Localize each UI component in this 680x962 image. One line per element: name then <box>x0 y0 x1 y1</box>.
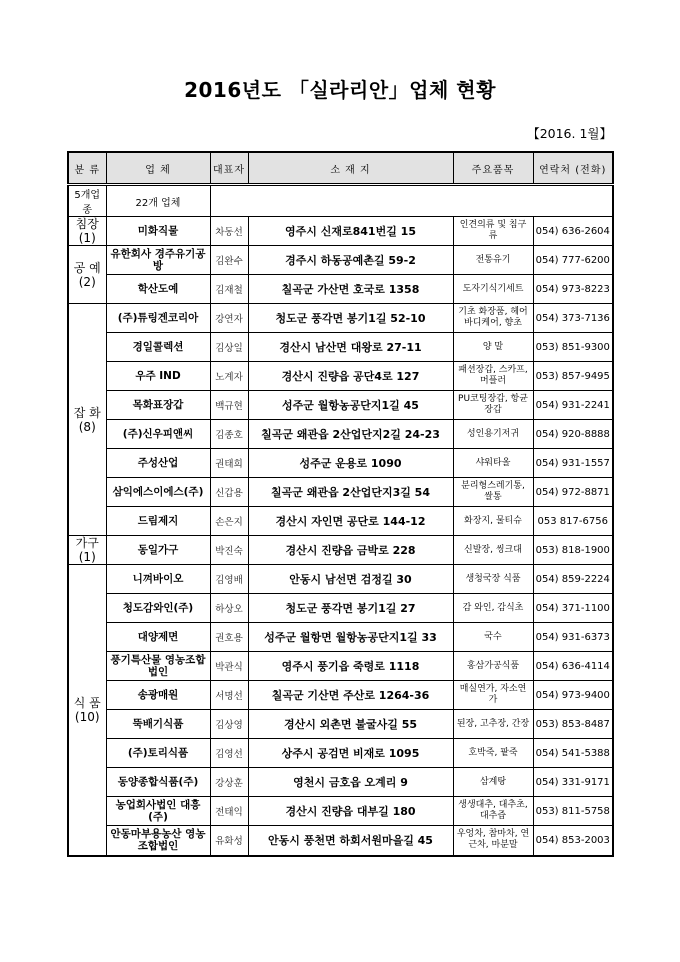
main-products: 성인용기저귀 <box>453 420 533 449</box>
table-row <box>68 739 613 768</box>
phone-number: 054) 931-1557 <box>533 449 613 478</box>
category-count: (10) <box>74 709 100 724</box>
representative: 백규현 <box>210 391 248 420</box>
category-cell <box>68 246 106 304</box>
category-name: 잡 화 <box>73 405 101 420</box>
main-products: 신발장, 씽크대 <box>453 536 533 565</box>
header-representative: 대표자 <box>210 152 248 185</box>
address: 경산시 진량읍 대부길 180 <box>248 797 453 826</box>
representative: 권호용 <box>210 623 248 652</box>
category-name: 가구 <box>75 536 99 550</box>
address: 영천시 금호읍 오계리 9 <box>248 768 453 797</box>
main-products: 생청국장 식품 <box>453 565 533 594</box>
header-company: 업 체 <box>106 152 210 185</box>
representative: 김재철 <box>210 275 248 304</box>
table-row <box>68 217 613 246</box>
company-name: 경일콜렉션 <box>106 333 210 362</box>
address: 칠곡군 기산면 주산로 1264-36 <box>248 681 453 710</box>
representative: 김영배 <box>210 565 248 594</box>
company-name: (주)토리식품 <box>106 739 210 768</box>
main-products: 도자기식기세트 <box>453 275 533 304</box>
phone-number: 054) 972-8871 <box>533 478 613 507</box>
main-products: 국수 <box>453 623 533 652</box>
phone-number: 054) 973-9400 <box>533 681 613 710</box>
company-name: 드림제지 <box>106 507 210 536</box>
company-name: (주)튜링겐코리아 <box>106 304 210 333</box>
category-count: (8) <box>78 419 96 434</box>
company-name: 동양종합식품(주) <box>106 768 210 797</box>
phone-number: 054) 859-2224 <box>533 565 613 594</box>
phone-number: 054) 636-4114 <box>533 652 613 681</box>
main-products: 기초 화장품, 헤어바디케어, 향초 <box>453 304 533 333</box>
table-header-row <box>68 152 613 185</box>
address: 칠곡군 가산면 호국로 1358 <box>248 275 453 304</box>
document-date: 【2016. 1월】 <box>527 126 612 141</box>
phone-number: 054) 920-8888 <box>533 420 613 449</box>
address: 경산시 진량읍 금박로 228 <box>248 536 453 565</box>
category-count: (2) <box>78 274 96 289</box>
address: 청도군 풍각면 봉기1길 52-10 <box>248 304 453 333</box>
summary-company-count: 22개 업체 <box>106 185 210 217</box>
category-count: (1) <box>78 550 96 564</box>
main-products: PU코팅장갑, 항균장갑 <box>453 391 533 420</box>
address: 경산시 자인면 공단로 144-12 <box>248 507 453 536</box>
phone-number: 054) 371-1100 <box>533 594 613 623</box>
address: 경산시 남산면 대왕로 27-11 <box>248 333 453 362</box>
table-row <box>68 362 613 391</box>
table-row <box>68 449 613 478</box>
company-name: 동일가구 <box>106 536 210 565</box>
company-table <box>67 151 614 857</box>
table-row <box>68 710 613 739</box>
company-name: 니껴바이오 <box>106 565 210 594</box>
address: 경주시 하동공예촌길 59-2 <box>248 246 453 275</box>
summary-row <box>68 185 613 217</box>
representative: 신갑용 <box>210 478 248 507</box>
document-title: 2016년도 「실라리안」업체 현황 <box>184 78 496 102</box>
table-row <box>68 594 613 623</box>
address: 경산시 진량읍 공단4로 127 <box>248 362 453 391</box>
main-products: 양 말 <box>453 333 533 362</box>
header-category: 분 류 <box>68 152 106 185</box>
phone-number: 054) 331-9171 <box>533 768 613 797</box>
phone-number: 053) 853-8487 <box>533 710 613 739</box>
representative: 전태익 <box>210 797 248 826</box>
main-products: 감 와인, 감식초 <box>453 594 533 623</box>
company-name: 대양제면 <box>106 623 210 652</box>
address: 영주시 풍기읍 죽령로 1118 <box>248 652 453 681</box>
company-name: (주)신우피앤씨 <box>106 420 210 449</box>
main-products: 패션장갑, 스카프, 머플러 <box>453 362 533 391</box>
header-products: 주요품목 <box>453 152 533 185</box>
phone-number: 054) 541-5388 <box>533 739 613 768</box>
main-products: 삼계탕 <box>453 768 533 797</box>
company-name: 안동마부용농산 영농조합법인 <box>106 826 210 856</box>
representative: 김영선 <box>210 739 248 768</box>
representative: 강연자 <box>210 304 248 333</box>
address: 청도군 풍각면 봉기1길 27 <box>248 594 453 623</box>
table-row <box>68 652 613 681</box>
address: 영주시 신재로841번길 15 <box>248 217 453 246</box>
table-row <box>68 478 613 507</box>
table-row <box>68 304 613 333</box>
phone-number: 053) 811-5758 <box>533 797 613 826</box>
company-name: 풍기특산물 영농조합법인 <box>106 652 210 681</box>
address: 성주군 월항농공단지1길 45 <box>248 391 453 420</box>
representative: 강상훈 <box>210 768 248 797</box>
table-row <box>68 536 613 565</box>
representative: 권태희 <box>210 449 248 478</box>
phone-number: 053) 818-1900 <box>533 536 613 565</box>
address: 안동시 남선면 검정길 30 <box>248 565 453 594</box>
table-row <box>68 681 613 710</box>
address: 칠곡군 왜관읍 2산업단지3길 54 <box>248 478 453 507</box>
summary-category-count: 5개업종 <box>68 185 106 217</box>
category-cell <box>68 304 106 536</box>
table-row <box>68 768 613 797</box>
table-row <box>68 565 613 594</box>
header-contact: 연락처 (전화) <box>533 152 613 185</box>
company-name: 삼익에스이에스(주) <box>106 478 210 507</box>
category-cell <box>68 536 106 565</box>
main-products: 매실연가, 자소연가 <box>453 681 533 710</box>
representative: 김상일 <box>210 333 248 362</box>
representative: 서명선 <box>210 681 248 710</box>
main-products: 분리형스레기통, 쌀통 <box>453 478 533 507</box>
phone-number: 054) 973-8223 <box>533 275 613 304</box>
representative: 김완수 <box>210 246 248 275</box>
category-name: 공 예 <box>73 260 101 275</box>
company-name: 송광매원 <box>106 681 210 710</box>
representative: 박진숙 <box>210 536 248 565</box>
main-products: 된장, 고추장, 간장 <box>453 710 533 739</box>
category-name: 식 품 <box>73 695 101 710</box>
company-name: 주성산업 <box>106 449 210 478</box>
table-row <box>68 507 613 536</box>
representative: 유화성 <box>210 826 248 856</box>
table-row <box>68 275 613 304</box>
representative: 김상영 <box>210 710 248 739</box>
main-products: 홍삼가공식품 <box>453 652 533 681</box>
phone-number: 054) 931-6373 <box>533 623 613 652</box>
main-products: 우엉차, 참마차, 연근차, 마분말 <box>453 826 533 856</box>
company-name: 목화표장갑 <box>106 391 210 420</box>
phone-number: 053 817-6756 <box>533 507 613 536</box>
category-cell <box>68 217 106 246</box>
main-products: 전통유기 <box>453 246 533 275</box>
representative: 차동선 <box>210 217 248 246</box>
phone-number: 054) 636-2604 <box>533 217 613 246</box>
main-products: 생생대추, 대추초, 대추즙 <box>453 797 533 826</box>
company-name: 농업회사법인 대흥(주) <box>106 797 210 826</box>
main-products: 호박죽, 팥죽 <box>453 739 533 768</box>
table-row <box>68 246 613 275</box>
representative: 하상오 <box>210 594 248 623</box>
address: 성주군 운용로 1090 <box>248 449 453 478</box>
phone-number: 053) 857-9495 <box>533 362 613 391</box>
company-name: 뚝배기식품 <box>106 710 210 739</box>
main-products: 샤워타올 <box>453 449 533 478</box>
address: 칠곡군 왜관읍 2산업단지2길 24-23 <box>248 420 453 449</box>
category-count: (1) <box>78 231 96 245</box>
address: 성주군 월항면 월항농공단지1길 33 <box>248 623 453 652</box>
representative: 손은지 <box>210 507 248 536</box>
table-row <box>68 391 613 420</box>
phone-number: 054) 373-7136 <box>533 304 613 333</box>
summary-empty <box>210 185 613 217</box>
phone-number: 053) 851-9300 <box>533 333 613 362</box>
address: 상주시 공검면 비재로 1095 <box>248 739 453 768</box>
header-address: 소 재 지 <box>248 152 453 185</box>
company-name: 학산도예 <box>106 275 210 304</box>
table-row <box>68 826 613 856</box>
main-products: 화장지, 물티슈 <box>453 507 533 536</box>
phone-number: 054) 853-2003 <box>533 826 613 856</box>
table-row <box>68 420 613 449</box>
representative: 박관식 <box>210 652 248 681</box>
company-name: 우주 IND <box>106 362 210 391</box>
company-name: 미화직물 <box>106 217 210 246</box>
category-name: 침장 <box>75 217 99 231</box>
company-name: 유한회사 경주유기공방 <box>106 246 210 275</box>
category-cell <box>68 565 106 856</box>
company-name: 청도감와인(주) <box>106 594 210 623</box>
representative: 노계자 <box>210 362 248 391</box>
representative: 김종호 <box>210 420 248 449</box>
main-products: 인견의류 및 침구류 <box>453 217 533 246</box>
address: 경산시 외촌면 불굴사길 55 <box>248 710 453 739</box>
table-row <box>68 333 613 362</box>
table-row <box>68 797 613 826</box>
phone-number: 054) 931-2241 <box>533 391 613 420</box>
address: 안동시 풍천면 하회서원마을길 45 <box>248 826 453 856</box>
phone-number: 054) 777-6200 <box>533 246 613 275</box>
table-row <box>68 623 613 652</box>
